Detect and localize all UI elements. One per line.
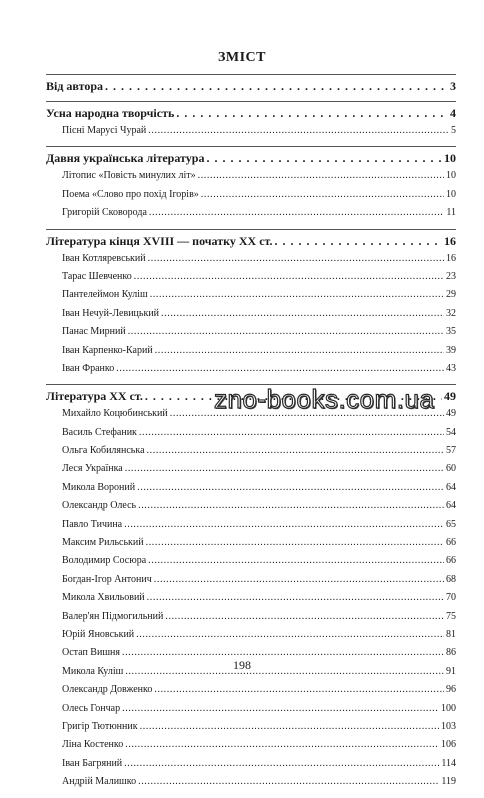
- toc-section: [46, 229, 456, 385]
- toc-entry[interactable]: [46, 592, 456, 610]
- entry-page-number: 114: [441, 757, 456, 769]
- section-page-number: 3: [450, 79, 456, 93]
- entry-page-number: 57: [446, 445, 456, 457]
- toc-entry[interactable]: [46, 758, 456, 776]
- dot-leader: [148, 253, 444, 264]
- entry-page-number: 106: [441, 739, 456, 751]
- dot-leader: [154, 684, 444, 695]
- dot-leader: [146, 537, 444, 548]
- dot-leader: [176, 106, 448, 121]
- toc-entry[interactable]: [46, 271, 456, 289]
- toc-entry[interactable]: [46, 170, 456, 188]
- dot-leader: [136, 629, 444, 640]
- entry-title: Олександр Довженко: [62, 684, 153, 696]
- entry-title: Микола Куліш: [62, 665, 124, 677]
- toc-entry[interactable]: [46, 574, 456, 592]
- dot-leader: [165, 611, 444, 622]
- entry-page-number: 35: [446, 326, 456, 338]
- entry-title: Олесь Гончар: [62, 702, 121, 714]
- entry-title: Микола Хвильовий: [62, 592, 145, 604]
- toc-section: [46, 74, 456, 101]
- dot-leader: [148, 555, 444, 566]
- entry-title: Григір Тютюнник: [62, 720, 138, 732]
- section-title: Давня українська література: [46, 151, 205, 166]
- toc-entry[interactable]: [46, 500, 456, 518]
- toc-entry[interactable]: [46, 519, 456, 537]
- entry-title: Богдан-Ігор Антонич: [62, 573, 152, 585]
- toc-entry[interactable]: [46, 345, 456, 363]
- entry-title: Пантелеймон Куліш: [62, 289, 148, 301]
- toc-entry[interactable]: [46, 703, 456, 721]
- entry-title: Володимир Сосюра: [62, 555, 147, 567]
- toc-entry[interactable]: [46, 445, 456, 463]
- entry-page-number: 64: [446, 500, 456, 512]
- toc-section-heading[interactable]: [46, 79, 456, 98]
- toc-entry[interactable]: [46, 427, 456, 445]
- dot-leader: [122, 703, 439, 714]
- entry-page-number: 66: [446, 537, 456, 549]
- entry-page-number: 65: [446, 518, 456, 530]
- entry-title: Тарас Шевченко: [62, 270, 132, 282]
- entry-page-number: 39: [446, 344, 456, 356]
- entry-page-number: 91: [446, 665, 456, 677]
- dot-leader: [154, 574, 444, 585]
- toc-entry[interactable]: [46, 125, 456, 143]
- entry-page-number: 43: [446, 362, 456, 374]
- dot-leader: [147, 592, 444, 603]
- toc-entry[interactable]: [46, 776, 456, 794]
- entry-title: Валер'ян Підмогильний: [62, 610, 164, 622]
- entry-page-number: 119: [441, 776, 456, 788]
- dot-leader: [149, 207, 444, 218]
- dot-leader: [275, 234, 442, 249]
- page-number: 198: [233, 658, 251, 672]
- toc-entry[interactable]: [46, 363, 456, 381]
- dot-leader: [122, 647, 444, 658]
- entry-page-number: 29: [446, 289, 456, 301]
- section-page-number: 4: [450, 106, 456, 120]
- toc-entry[interactable]: [46, 482, 456, 500]
- toc-entry[interactable]: [46, 537, 456, 555]
- dot-leader: [125, 463, 444, 474]
- entry-page-number: 86: [446, 647, 456, 659]
- entry-title: Леся Українка: [62, 463, 123, 475]
- entry-title: Максим Рильський: [62, 537, 144, 549]
- entry-page-number: 10: [446, 170, 456, 182]
- entry-title: Олександр Олесь: [62, 500, 137, 512]
- dot-leader: [206, 151, 442, 166]
- toc-section: [46, 384, 456, 797]
- dot-leader: [116, 363, 444, 374]
- dot-leader: [140, 721, 439, 732]
- dot-leader: [161, 308, 444, 319]
- dot-leader: [198, 170, 444, 181]
- toc-entry[interactable]: [46, 289, 456, 307]
- watermark: zno-books.com.ua: [214, 384, 435, 414]
- entry-title: Іван Франко: [62, 362, 115, 374]
- entry-page-number: 32: [446, 307, 456, 319]
- dot-leader: [128, 326, 444, 337]
- section-title: Усна народна творчість: [46, 106, 175, 120]
- dot-leader: [124, 758, 439, 769]
- toc-entry[interactable]: [46, 326, 456, 344]
- entry-title: Ліна Костенко: [62, 739, 124, 751]
- entry-title: Григорій Сковорода: [62, 207, 147, 219]
- entry-page-number: 5: [451, 125, 456, 136]
- entry-title: Юрій Яновський: [62, 628, 135, 640]
- dot-leader: [125, 739, 439, 750]
- toc-section: [46, 101, 456, 146]
- section-page-number: 49: [444, 389, 456, 404]
- entry-page-number: 70: [446, 592, 456, 604]
- entry-page-number: 96: [446, 684, 456, 696]
- entry-page-number: 81: [446, 628, 456, 640]
- toc-entry[interactable]: [46, 555, 456, 573]
- entry-page-number: 54: [446, 426, 456, 438]
- entry-title: Іван Багряний: [62, 757, 123, 769]
- section-page-number: 10: [444, 151, 456, 166]
- toc-entry[interactable]: [46, 611, 456, 629]
- entry-page-number: 16: [446, 252, 456, 264]
- toc-entry[interactable]: [46, 463, 456, 481]
- entry-title: Василь Стефаник: [62, 426, 137, 438]
- dot-leader: [155, 345, 444, 356]
- entry-title: Літопис «Повість минулих літ»: [62, 170, 196, 182]
- entry-title: Михайло Коцюбинський: [62, 408, 168, 420]
- entry-title: Андрій Малишко: [62, 776, 137, 788]
- entry-title: Остап Вишня: [62, 647, 120, 659]
- entry-page-number: 75: [446, 610, 456, 622]
- section-title: Література XX ст.: [46, 389, 143, 404]
- dot-leader: [134, 271, 444, 282]
- dot-leader: [150, 289, 444, 300]
- toc-section-heading[interactable]: [46, 151, 456, 170]
- toc-section-heading[interactable]: [46, 234, 456, 253]
- entry-page-number: 64: [446, 481, 456, 493]
- entry-title: Поема «Слово про похід Ігорів»: [62, 188, 199, 200]
- toc-entry[interactable]: [46, 721, 456, 739]
- entry-page-number: 103: [441, 720, 456, 732]
- toc-entry[interactable]: [46, 739, 456, 757]
- dot-leader: [137, 482, 444, 493]
- page-title: ЗМІСТ: [218, 50, 266, 65]
- entry-page-number: 10: [446, 188, 456, 200]
- dot-leader: [139, 427, 444, 438]
- entry-page-number: 66: [446, 555, 456, 567]
- dot-leader: [147, 445, 444, 456]
- entry-title: Ольга Кобилянська: [62, 445, 145, 457]
- entry-title: Іван Нечуй-Левицький: [62, 307, 160, 319]
- entry-page-number: 100: [441, 702, 456, 714]
- entry-page-number: 23: [446, 270, 456, 282]
- dot-leader: [138, 776, 439, 787]
- section-title: Від автора: [46, 79, 103, 93]
- dot-leader: [138, 500, 444, 511]
- toc-entry[interactable]: [46, 308, 456, 326]
- section-page-number: 16: [444, 233, 456, 248]
- dot-leader: [201, 189, 444, 200]
- entry-title: Іван Котляревський: [62, 252, 146, 264]
- entry-title: Іван Карпенко-Карий: [62, 344, 153, 356]
- entry-title: Панас Мирний: [62, 326, 126, 338]
- entry-page-number: 60: [446, 463, 456, 475]
- entry-title: Павло Тичина: [62, 518, 123, 530]
- dot-leader: [148, 125, 449, 136]
- entry-title: Пісні Марусі Чурай: [62, 125, 147, 136]
- entry-page-number: 49: [446, 408, 456, 420]
- dot-leader: [124, 519, 444, 530]
- entry-title: Микола Вороний: [62, 481, 136, 493]
- toc-entry[interactable]: [46, 629, 456, 647]
- toc-entry[interactable]: [46, 189, 456, 207]
- toc-entry[interactable]: [46, 207, 456, 225]
- entry-page-number: 68: [446, 573, 456, 585]
- dot-leader: [105, 79, 448, 94]
- toc-section: [46, 146, 456, 228]
- section-title: Література кінця XVIII — початку XX ст.: [46, 233, 273, 248]
- toc-entry[interactable]: [46, 253, 456, 271]
- table-of-contents: [46, 74, 456, 798]
- entry-page-number: 11: [446, 207, 456, 219]
- toc-section-heading[interactable]: [46, 106, 456, 125]
